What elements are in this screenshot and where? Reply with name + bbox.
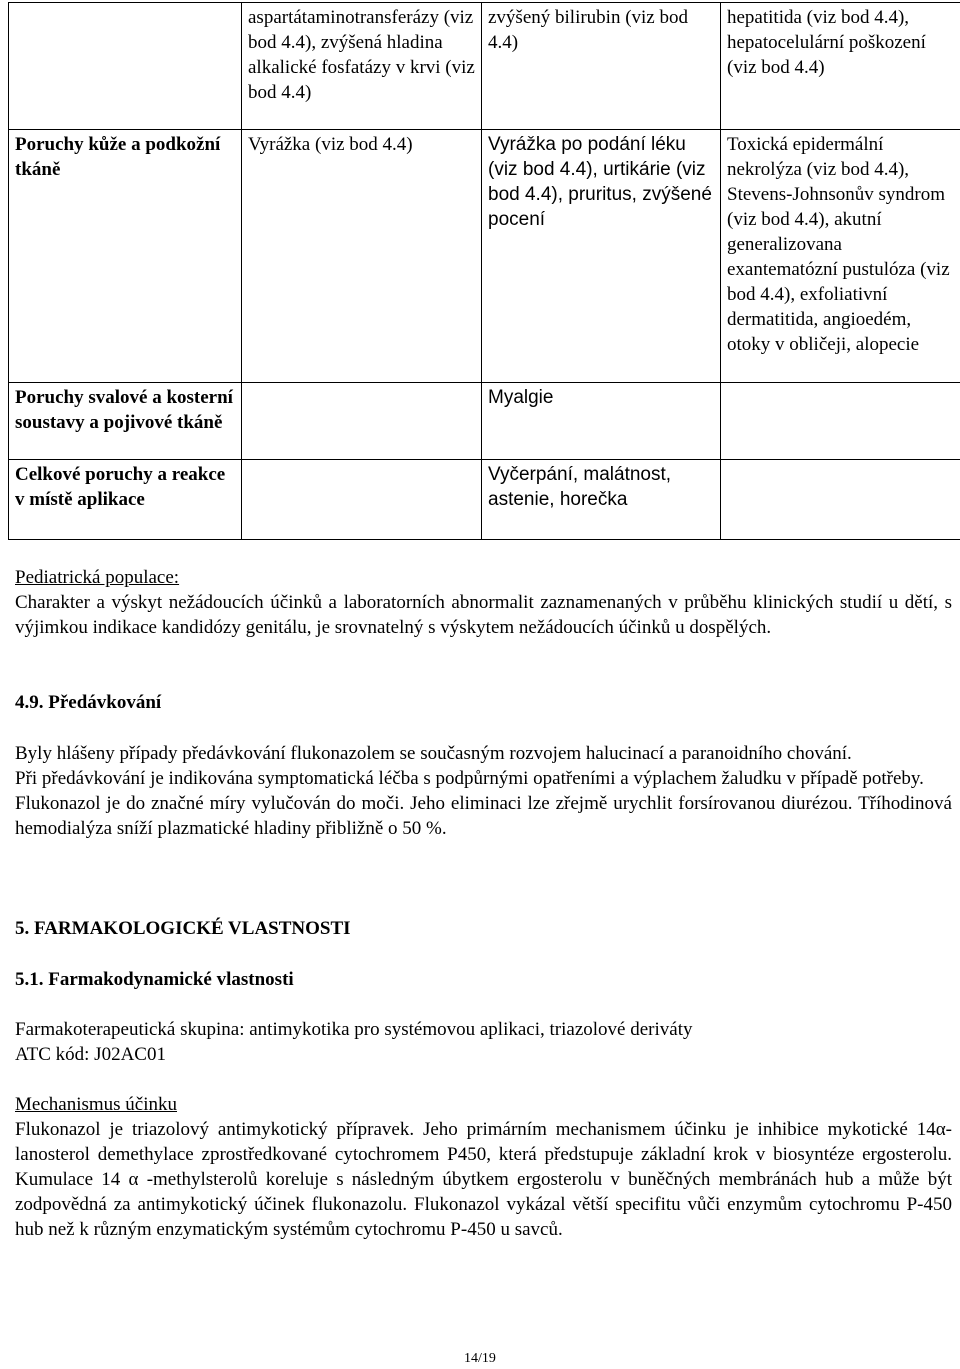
frequency-rare-cell: [721, 383, 960, 460]
frequency-uncommon-cell: Vyčerpání, malátnost, astenie, horečka: [482, 460, 721, 540]
table-row-general-disorders: [9, 460, 960, 540]
organ-class-cell: Poruchy svalové a kosterní soustavy a pojivové tkáně: [9, 383, 242, 460]
overdose-heading: 4.9. Předávkování: [15, 692, 162, 713]
overdose-paragraph-2: Při předávkování je indikována symptomatická léčba s podpůrnými opatřeními a výplachem žaludku v případě potřeby.: [15, 768, 924, 789]
frequency-uncommon-cell: Myalgie: [482, 383, 721, 460]
table-row-hepatobiliary-continued: [9, 3, 960, 130]
section-5-heading: 5. FARMAKOLOGICKÉ VLASTNOSTI: [15, 918, 351, 939]
frequency-uncommon-cell: zvýšený bilirubin (viz bod 4.4): [482, 3, 721, 130]
frequency-rare-cell: [721, 460, 960, 540]
page-number: 14/19: [464, 1351, 496, 1366]
overdose-section: [15, 690, 952, 841]
frequency-common-cell: [242, 460, 482, 540]
atc-code: ATC kód: J02AC01: [15, 1044, 166, 1065]
frequency-common-cell: aspartátaminotransferázy (viz bod 4.4), zvýšená hladina alkalické fosfatázy v krvi (viz bod 4.4): [242, 3, 482, 130]
table-row-skin-disorders: [9, 130, 960, 383]
pharmacotherapeutic-group: Farmakoterapeutická skupina: antimykotika pro systémovou aplikaci, triazolové deriváty: [15, 1019, 693, 1040]
pediatric-paragraph: Charakter a výskyt nežádoucích účinků a laboratorních abnormalit zaznamenaných v průběhu klinických studií u dětí, s výjimkou indikace kandidózy genitálu, je srovnatelný s výskytem nežádoucích účinků u dospělých.: [15, 592, 952, 638]
adverse-reactions-table: [8, 2, 960, 540]
frequency-rare-cell: Toxická epidermální nekrolýza (viz bod 4.4), Stevens-Johnsonův syndrom (viz bod 4.4), akutní generalizovana exantematózní pustulóza (viz bod 4.4), exfoliativní dermatitida, angioedém, otoky v obličeji, alopecie: [721, 130, 960, 383]
table-row-musculoskeletal: [9, 383, 960, 460]
frequency-rare-cell: hepatitida (viz bod 4.4), hepatocelulární poškození (viz bod 4.4): [721, 3, 960, 130]
mechanism-heading: Mechanismus účinku: [15, 1094, 178, 1115]
pharmacological-section: [15, 916, 952, 1242]
organ-class-cell: [9, 3, 242, 130]
organ-class-cell: Poruchy kůže a podkožní tkáně: [9, 130, 242, 383]
frequency-common-cell: [242, 383, 482, 460]
overdose-paragraph-3: Flukonazol je do značné míry vylučován do moči. Jeho eliminaci lze zřejmě urychlit forsírovanou diurézou. Tříhodinová hemodialýza sníží plazmatické hladiny přibližně o 50 %.: [15, 793, 952, 839]
pediatric-section: [15, 565, 952, 640]
overdose-paragraph-1: Byly hlášeny případy předávkování flukonazolem se současným rozvojem halucinací a paranoidního chování.: [15, 743, 852, 764]
frequency-uncommon-cell: Vyrážka po podání léku (viz bod 4.4), urtikárie (viz bod 4.4), pruritus, zvýšené pocení: [482, 130, 721, 383]
organ-class-cell: Celkové poruchy a reakce v místě aplikace: [9, 460, 242, 540]
mechanism-paragraph: Flukonazol je triazolový antimykotický přípravek. Jeho primárním mechanismem účinku je inhibice mykotické 14α-lanosterol demethylace zprostředkované cytochromem P450, která předstupuje základní krok v biosyntéze ergosterolu. Kumulace 14 α -methylsterolů koreluje s následným úbytkem ergosterolu v buněčných membránách hub a může být zodpovědná za antimykotický účinek flukonazolu. Flukonazol vykázal větší specifitu vůči enzymům cytochromu P-450 hub než k různým enzymatickým systémům cytochromu P-450 u savců.: [15, 1119, 952, 1240]
pediatric-heading: Pediatrická populace:: [15, 567, 180, 588]
section-5-1-heading: 5.1. Farmakodynamické vlastnosti: [15, 969, 294, 990]
frequency-common-cell: Vyrážka (viz bod 4.4): [242, 130, 482, 383]
